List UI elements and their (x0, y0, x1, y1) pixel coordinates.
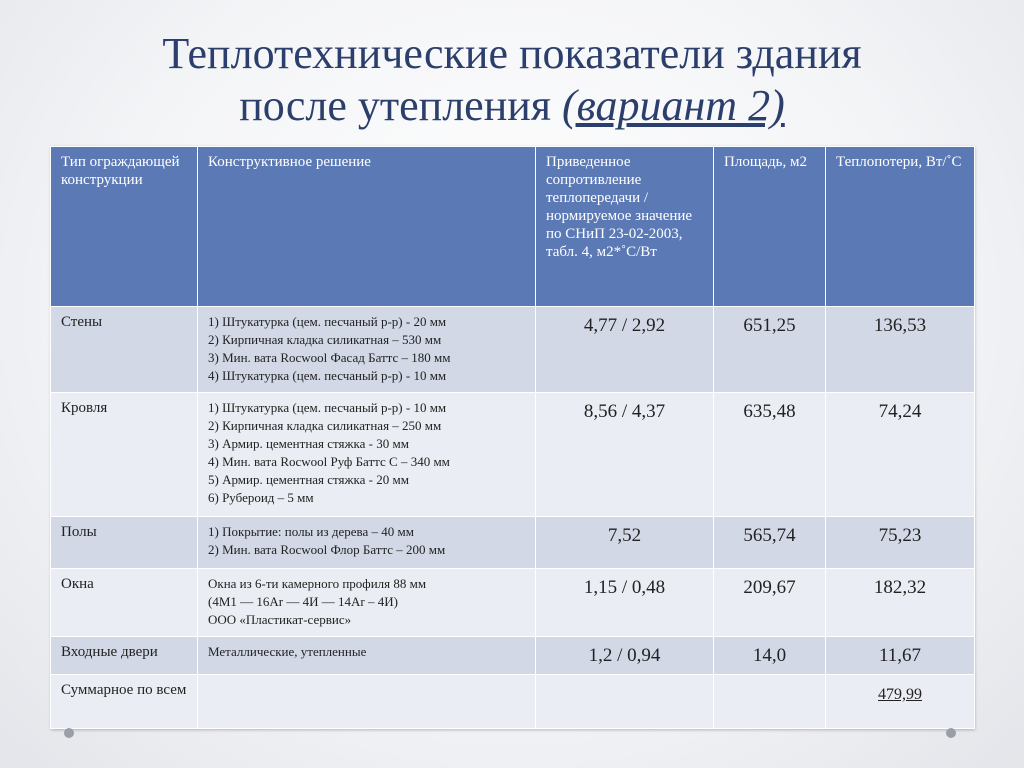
table-row (51, 307, 975, 393)
row-resistance: 1,2 / 0,94 (536, 637, 714, 675)
row-loss: 182,32 (826, 569, 975, 637)
construction-line: 4) Штукатурка (цем. песчаный р-р) - 10 мм (208, 368, 447, 383)
row-resistance: 1,15 / 0,48 (536, 569, 714, 637)
row-area: 209,67 (714, 569, 826, 637)
construction-line: 2) Мин. вата Rocwool Флор Баттс – 200 мм (208, 542, 446, 557)
table-row (51, 393, 975, 517)
decorative-dot-left (64, 728, 74, 738)
total-label: Суммарное по всем (51, 675, 198, 729)
table-row (51, 517, 975, 569)
row-resistance: 4,77 / 2,92 (536, 307, 714, 393)
row-construction (198, 393, 536, 517)
total-loss-cell (826, 675, 975, 729)
row-resistance: 7,52 (536, 517, 714, 569)
construction-line: 3) Мин. вата Rocwool Фасад Баттс – 180 мм (208, 350, 451, 365)
row-resistance: 8,56 / 4,37 (536, 393, 714, 517)
decorative-dot-right (946, 728, 956, 738)
title-line-1: Теплотехнические показатели здания (162, 29, 862, 78)
header-construction: Конструктивное решение (198, 147, 536, 307)
total-empty-resistance (536, 675, 714, 729)
thermal-table (50, 146, 974, 729)
construction-line: 4) Мин. вата Rocwool Руф Баттс С – 340 мм (208, 454, 450, 469)
construction-line: 5) Армир. цементная стяжка - 20 мм (208, 472, 409, 487)
construction-line: 2) Кирпичная кладка силикатная – 250 мм (208, 418, 442, 433)
row-area: 635,48 (714, 393, 826, 517)
row-loss: 74,24 (826, 393, 975, 517)
row-type: Окна (51, 569, 198, 637)
table-row (51, 569, 975, 637)
construction-line: ООО «Пластикат-сервис» (208, 612, 352, 627)
header-area: Площадь, м2 (714, 147, 826, 307)
construction-line: 1) Штукатурка (цем. песчаный р-р) - 10 мм (208, 400, 447, 415)
title-line-2-prefix: после утепления (239, 81, 552, 130)
row-area: 565,74 (714, 517, 826, 569)
construction-line: 1) Штукатурка (цем. песчаный р-р) - 20 мм (208, 314, 447, 329)
row-construction (198, 307, 536, 393)
row-type: Входные двери (51, 637, 198, 675)
construction-line: 1) Покрытие: полы из дерева – 40 мм (208, 524, 414, 539)
row-type: Полы (51, 517, 198, 569)
slide-title (0, 28, 1024, 132)
construction-line: 3) Армир. цементная стяжка - 30 мм (208, 436, 409, 451)
row-area: 651,25 (714, 307, 826, 393)
row-loss: 11,67 (826, 637, 975, 675)
construction-line: Металлические, утепленные (208, 644, 367, 659)
table-row (51, 637, 975, 675)
title-line-2 (0, 80, 1024, 132)
row-type: Стены (51, 307, 198, 393)
row-loss: 75,23 (826, 517, 975, 569)
construction-line: (4М1 — 16Ar — 4И — 14Ar – 4И) (208, 594, 398, 609)
row-type: Кровля (51, 393, 198, 517)
total-empty-area (714, 675, 826, 729)
row-construction (198, 569, 536, 637)
title-variant: (вариант 2) (562, 81, 785, 130)
total-row (51, 675, 975, 729)
row-loss: 136,53 (826, 307, 975, 393)
header-row (51, 147, 975, 307)
construction-line: Окна из 6-ти камерного профиля 88 мм (208, 576, 427, 591)
total-empty-construction (198, 675, 536, 729)
row-construction (198, 517, 536, 569)
row-area: 14,0 (714, 637, 826, 675)
row-construction (198, 637, 536, 675)
header-type: Тип ограждающей конструкции (51, 147, 198, 307)
construction-line: 6) Рубероид – 5 мм (208, 490, 314, 505)
construction-line: 2) Кирпичная кладка силикатная – 530 мм (208, 332, 442, 347)
header-resistance: Приведенное сопротивление теплопередачи / нормируемое значение по СНиП 23-02-2003, табл. 4, м2*˚С/Вт (536, 147, 714, 307)
header-loss: Теплопотери, Вт/˚С (826, 147, 975, 307)
total-loss: 479,99 (878, 686, 922, 703)
